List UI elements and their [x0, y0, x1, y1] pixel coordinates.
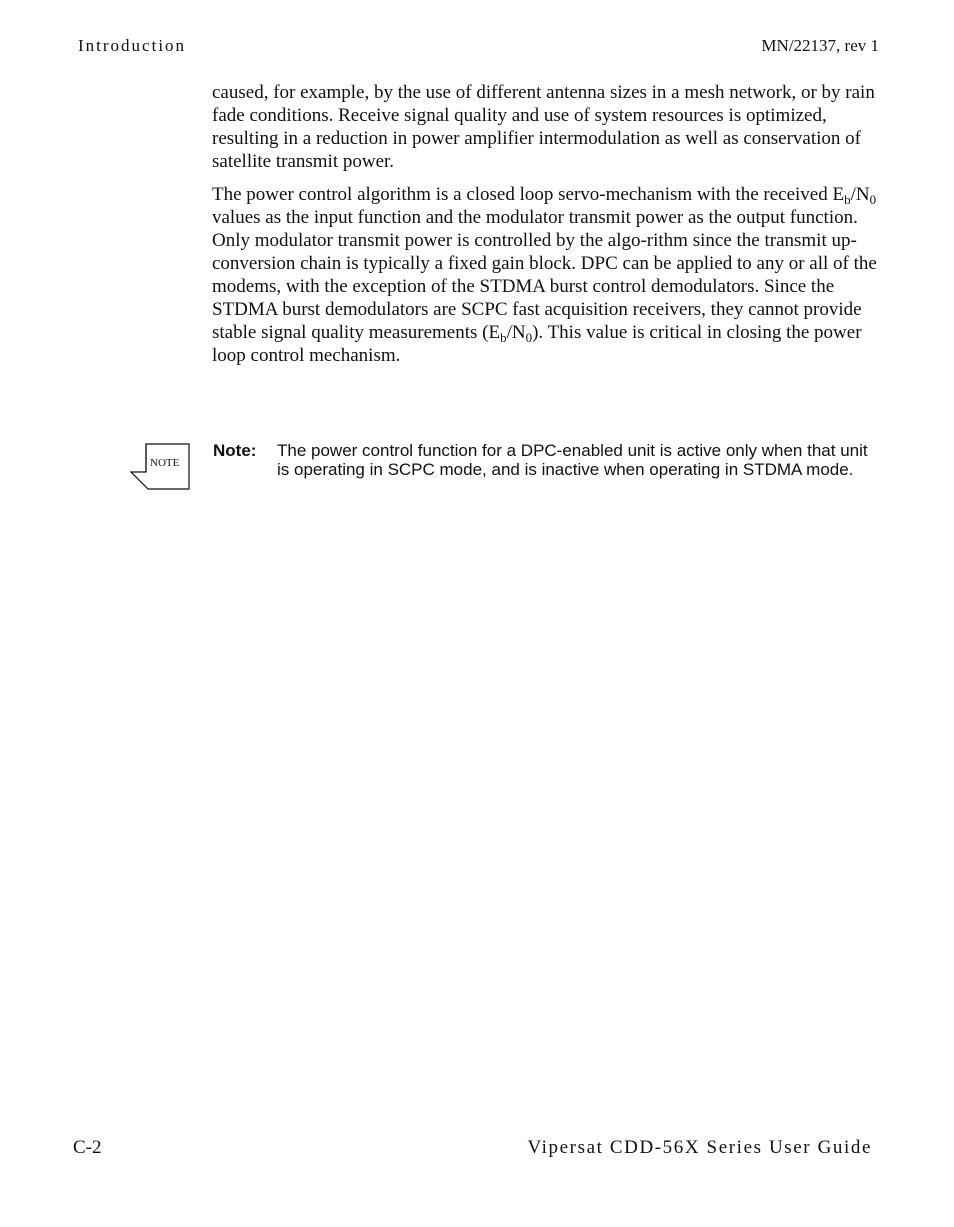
- note-label: Note:: [213, 441, 257, 460]
- note-text: The power control function for a DPC-enabled unit is active only when that unit is operating in SCPC mode, and is inactive when operating in STDMA mode.: [277, 441, 868, 479]
- body-paragraph-1: [212, 81, 878, 173]
- subscript: b: [844, 192, 851, 207]
- note-icon-label: NOTE: [150, 457, 180, 469]
- paragraph-text: [212, 183, 878, 367]
- paragraph-text: caused, for example, by the use of different antenna sizes in a mesh network, or by rain fade conditions. Receive signal quality and use of system resources is optimized, resulting in a reduction in power amplifier intermodulation as well as conservation of satellite transmit power.: [212, 82, 875, 172]
- header-doc-number: MN/22137, rev 1: [761, 36, 879, 55]
- subscript: b: [500, 330, 507, 345]
- footer-guide-title: Vipersat CDD-56X Series User Guide: [527, 1137, 872, 1158]
- text-segment: /N: [850, 184, 870, 205]
- text-segment: ). This value is critical in closing the power loop control mechanism.: [212, 322, 862, 366]
- text-segment: values as the input function and the modulator transmit power as the output function. Only modulator transmit power is controlled by the algo-rithm since the transmit up-conversion chain is typically a fixed gain block. DPC can be applied to any or all of the modems, with the exception of the STDMA burst control demodulators. Since the STDMA burst demodulators are SCPC fast acquisition receivers, they cannot provide stable signal quality measurements (E: [212, 207, 877, 343]
- subscript: 0: [525, 330, 533, 345]
- note-icon: [130, 443, 192, 493]
- text-segment: /N: [506, 322, 526, 343]
- footer-page-number: C-2: [73, 1137, 102, 1158]
- text-segment: The power control algorithm is a closed loop servo-mechanism with the received E: [212, 184, 845, 205]
- body-paragraph-2: [212, 183, 878, 367]
- subscript: 0: [869, 192, 877, 207]
- header-section-title: Introduction: [78, 36, 187, 55]
